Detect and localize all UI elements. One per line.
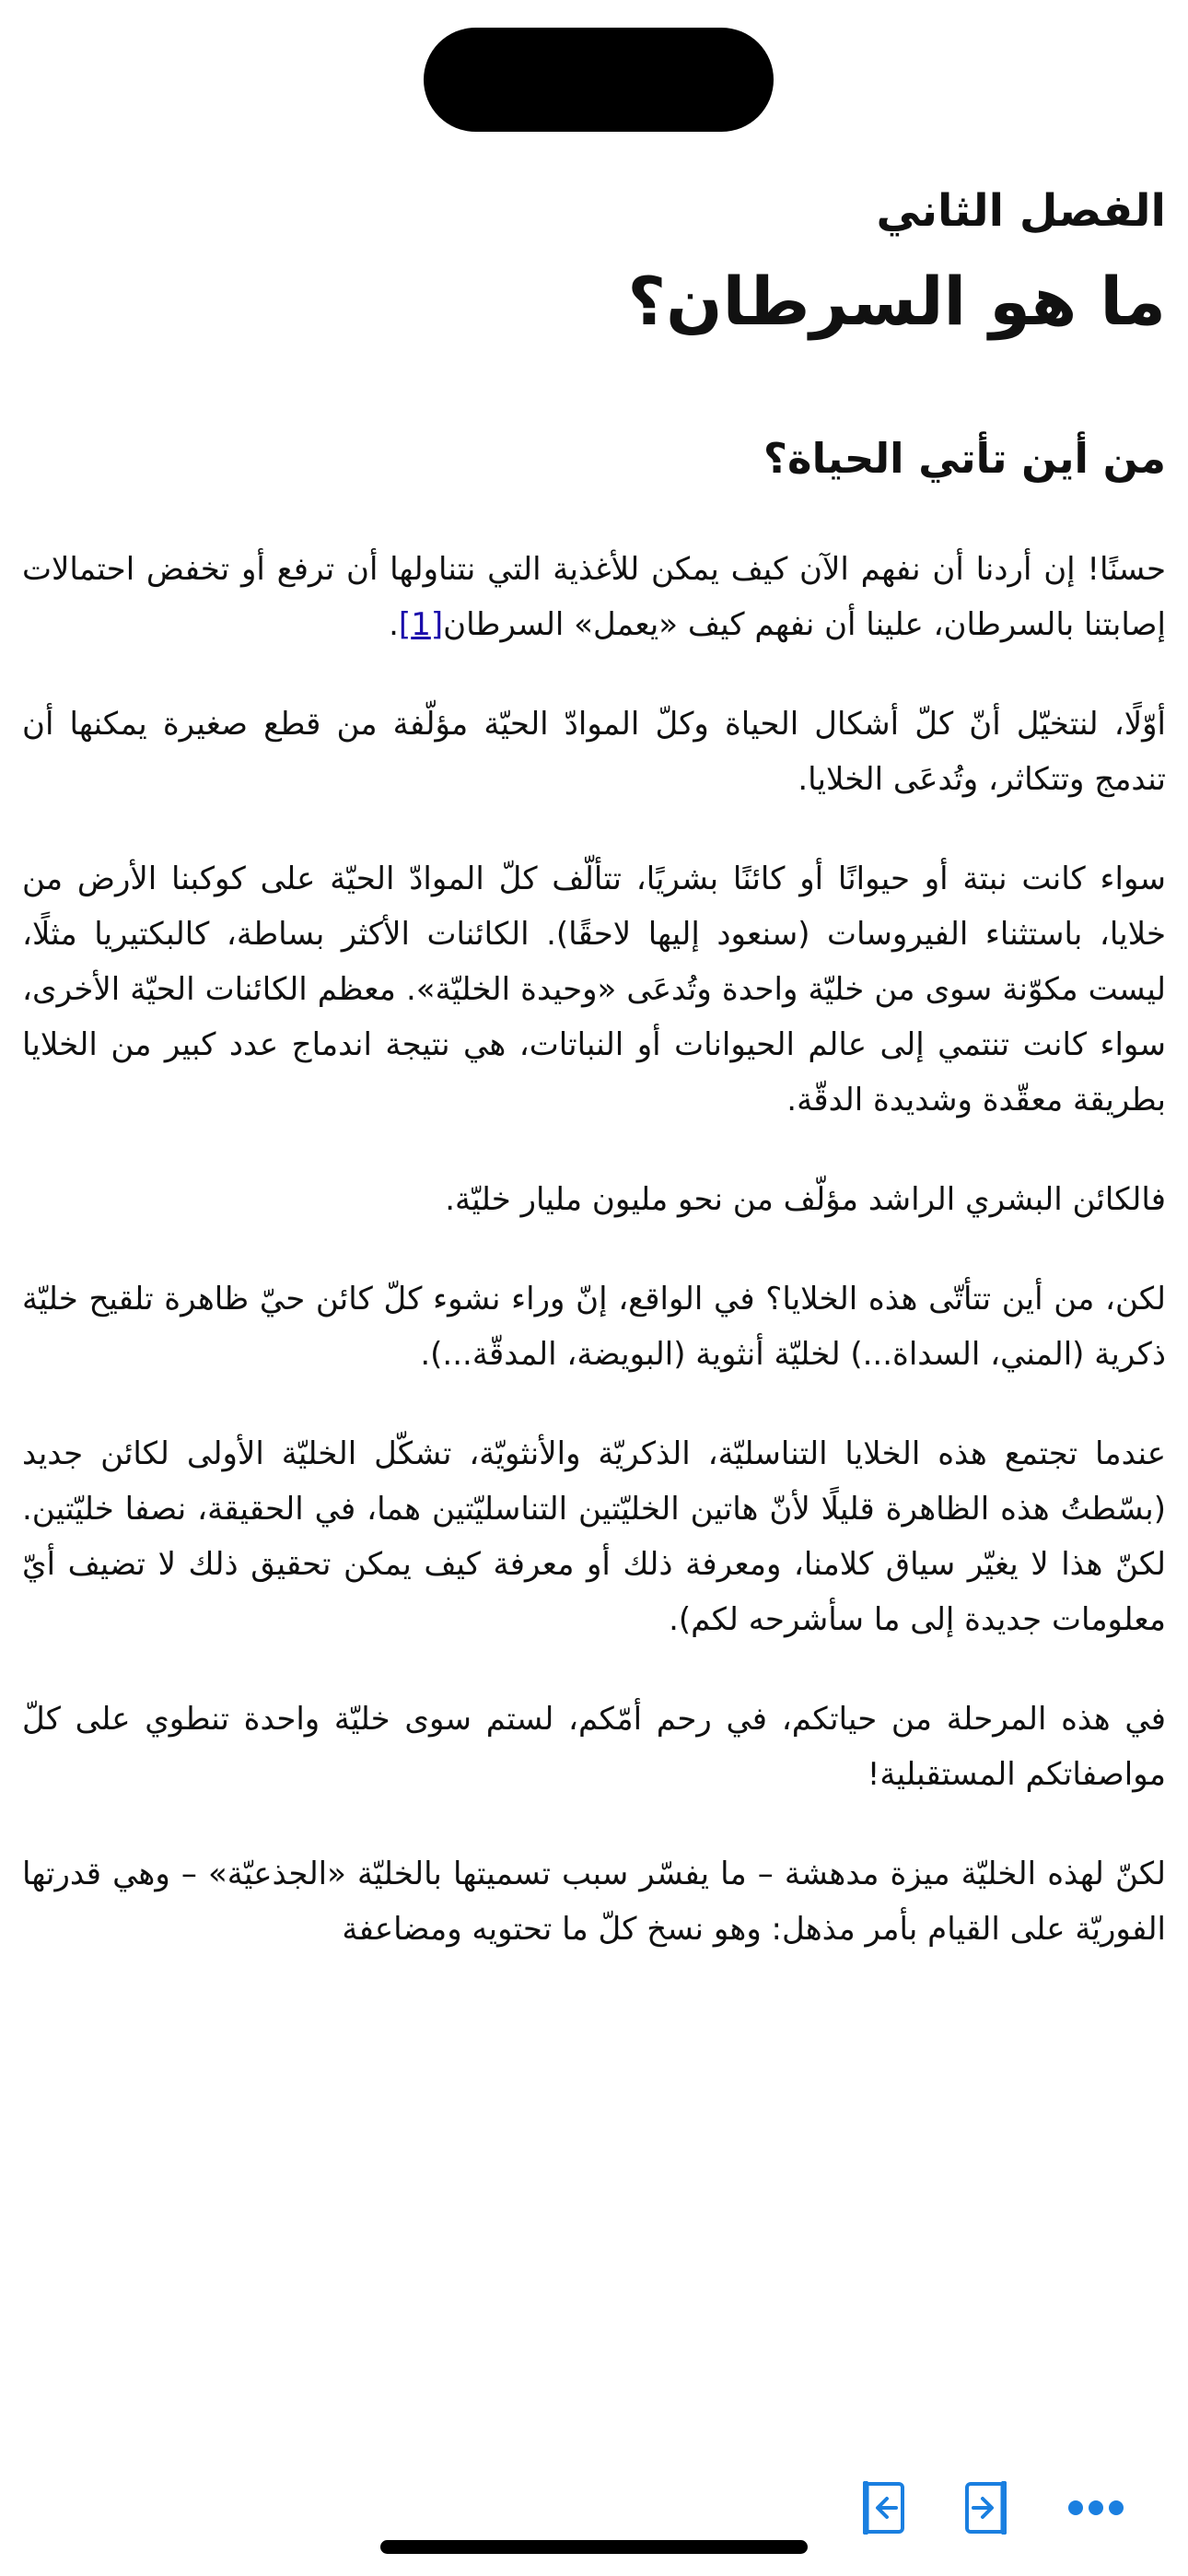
paragraph: سواء كانت نبتة أو حيوانًا أو كائنًا بشريًا، تتألّف كلّ الموادّ الحيّة على كوكبنا الأرض من خلايا، باستثناء الفيروسات (سنعود إليها لاحقًا). الكائنات الأكثر بساطة، كالبكتيريا مثلًا، ليست مكوّنة سوى من خليّة واحدة وتُدعَى «وحيدة الخليّة». معظم الكائنات الحيّة الأخرى، سواء كانت تنتمي إلى عالم الحيوانات أو النباتات، هي نتيجة اندماج عدد كبير من الخلايا بطريقة معقّدة وشديدة الدقّة. — [22, 861, 1166, 1118]
paragraph — [22, 542, 1166, 652]
paragraph: عندما تجتمع هذه الخلايا التناسليّة، الذكريّة والأنثويّة، تشكّل الخليّة الأولى لكائن جديد (بسّطتُ هذه الظاهرة قليلًا لأنّ هاتين الخليّتين التناسليّتين هما، في الحقيقة، نصفا خليّتين. لكنّ هذا لا يغيّر سياق كلامنا، ومعرفة ذلك أو معرفة كيف يمكن تحقيق ذلك لا تضيف أيّ معلومات جديدة إلى ما سأشرحه لكم). — [22, 1435, 1166, 1638]
next-chapter-icon — [964, 2481, 1007, 2535]
previous-chapter-button[interactable] — [856, 2471, 912, 2545]
next-chapter-button[interactable] — [958, 2471, 1013, 2545]
more-options-button[interactable] — [1059, 2471, 1133, 2545]
chapter-body — [22, 542, 1166, 1957]
previous-chapter-icon — [863, 2481, 905, 2535]
paragraph: أوّلًا، لنتخيّل أنّ كلّ أشكال الحياة وكلّ الموادّ الحيّة مؤلّفة من قطع صغيرة يمكنها أن تندمج وتتكاثر، وتُدعَى الخلايا. — [22, 706, 1166, 798]
home-indicator[interactable] — [380, 2540, 808, 2554]
section-heading: من أين تأتي الحياة؟ — [763, 434, 1166, 483]
paragraph-text: حسنًا! إن أردنا أن نفهم الآن كيف يمكن للأغذية التي نتناولها أن ترفع أو تخفض احتمالات إصابتنا بالسرطان، علينا أن نفهم كيف «يعمل» السرطان — [22, 551, 1166, 643]
chapter-title: ما هو السرطان؟ — [627, 263, 1166, 340]
chapter-label: الفصل الثاني — [876, 185, 1166, 237]
paragraph: لكن، من أين تتأتّى هذه الخلايا؟ في الواقع، إنّ وراء نشوء كلّ كائن حيّ ظاهرة تلقيح خليّة ذكرية (المني، السداة...) لخليّة أنثوية (البويضة، المدقّة...). — [22, 1281, 1166, 1373]
dynamic-island — [424, 28, 774, 132]
reader-toolbar — [856, 2471, 1151, 2545]
footnote-link[interactable]: [1] — [398, 606, 444, 643]
more-options-icon — [1066, 2499, 1125, 2517]
reader-content[interactable] — [22, 175, 1166, 2001]
paragraph: لكنّ لهذه الخليّة ميزة مدهشة – ما يفسّر سبب تسميتها بالخليّة «الجذعيّة» – وهي قدرتها الفوريّة على القيام بأمر مذهل: وهو نسخ كلّ ما تحتويه ومضاعفة — [22, 1856, 1166, 1948]
paragraph: في هذه المرحلة من حياتكم، في رحم أمّكم، لستم سوى خليّة واحدة تنطوي على كلّ مواصفاتكم المستقبلية! — [22, 1701, 1166, 1793]
paragraph: فالكائن البشري الراشد مؤلّف من نحو مليون مليار خليّة. — [445, 1181, 1166, 1218]
paragraph-end: . — [389, 606, 399, 643]
